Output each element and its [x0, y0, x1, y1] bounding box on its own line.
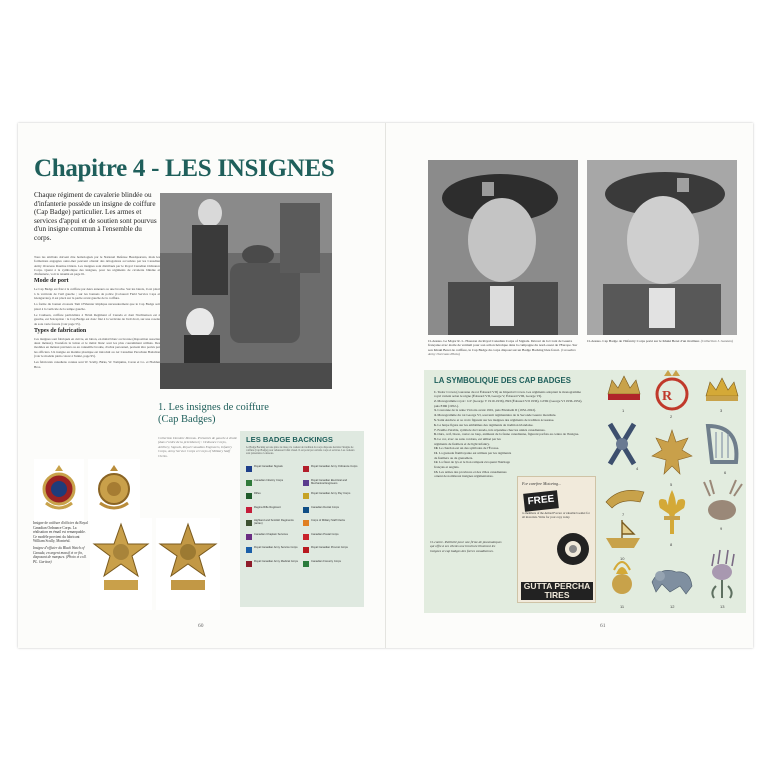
- inspection-photo: [160, 193, 332, 389]
- backing-label: Royal Canadian Army Medical Corps: [254, 559, 298, 563]
- backing-swatch: [303, 547, 309, 553]
- infantry-soldier-photo: [587, 160, 737, 335]
- symbolique-list: [434, 390, 584, 479]
- backing-item: [303, 465, 360, 479]
- backings-swatches: [246, 465, 360, 573]
- page-number-right: 61: [600, 623, 606, 629]
- backing-swatch: [246, 493, 252, 499]
- backing-swatch: [303, 561, 309, 567]
- backing-label: Royal Canadian Signals: [254, 465, 283, 468]
- badge-6-harp-icon: [708, 426, 736, 462]
- left-page: [18, 123, 385, 648]
- ad-free-text: FREE: [523, 490, 559, 511]
- symbol-item: 11. La grenade flamboyante est utilisée par les régiments de fusiliers ou de grenadiers.: [434, 451, 512, 460]
- body-paragraph: Les fabricants canadiens connus sont W. Scully, Birks, W. Tompkins, Caron et Co. et Hodden Bros.: [34, 360, 160, 369]
- star-badge-icon: [90, 518, 152, 610]
- backing-item: [246, 465, 303, 479]
- page-number-left: 60: [198, 623, 204, 629]
- backing-item: [246, 533, 303, 547]
- body-paragraph: La forme du bonnet écossais Tam O'Shanter implique nécessairement que le Cap Badge soit placé à la verticale de la tempe gauche.: [34, 302, 160, 311]
- badge-9-stag-icon: [704, 480, 742, 520]
- backing-swatch: [303, 534, 309, 540]
- backing-item: [246, 492, 303, 506]
- backing-item: [303, 492, 360, 506]
- badge-backings-panel: [240, 431, 364, 607]
- gutta-percha-ad: [517, 476, 596, 603]
- backing-item: [303, 560, 360, 574]
- backing-item: [303, 506, 360, 520]
- badge-5-maple-leaf-icon: [652, 430, 692, 474]
- body-paragraph: Le Caubeen, coiffure particulière à l'Irish Regiment of Canada et dont l'inclinaison est à gauche, est l'exception : le Cap Badge est donc fixé à la verticale de l'œil droit, sur une rosette de soie verte foncée (voir page 55).: [34, 312, 160, 326]
- symbol-item: 10. Le chardon est un des symboles de l'Écosse.: [434, 446, 500, 451]
- backing-label: Canadian Forestry Corps: [311, 559, 342, 563]
- backing-item: [303, 479, 360, 493]
- backing-swatch: [246, 547, 252, 553]
- symbol-item: 1. Tudor Crown (couronne du roi Édouard VII) ou Imperial Crown. Les régiments adoptant le monogramme royal varient selon le règne (Édouard VII, George V, Édouard VIII, George VI).: [434, 390, 581, 399]
- backing-label: Canadian Postal Corps: [311, 532, 339, 536]
- backing-swatch: [303, 507, 309, 513]
- symbol-item: 7. Feuille d'érable, symbole du Canada, très répandue chez les unités canadiennes.: [434, 427, 546, 432]
- book-spread: [18, 123, 753, 648]
- symbol-item: 8. Ours, cerf, bison, castor ou loup, animaux de la faune canadienne, figurent parfois au centre de l'insigne.: [434, 432, 580, 437]
- backing-label: Rifles: [254, 492, 261, 495]
- badge-number: 4: [636, 466, 639, 471]
- signals-caption-credit: (Canadian Army Overseas Photo): [428, 347, 576, 357]
- badge-number: 7: [622, 512, 625, 517]
- backings-title: LES BADGE BACKINGS: [246, 435, 333, 444]
- backing-label: Regina Rifle Regiment: [254, 505, 281, 509]
- ordnance-badge-icon: [34, 459, 84, 521]
- symbol-item: 9. Le cor, avec ou sans cordons, est utilisé par les régiments de fusiliers et de light infantry.: [434, 437, 501, 446]
- symbolique-title: LA SYMBOLIQUE DES CAP BADGES: [434, 376, 571, 385]
- badge-number: 1: [622, 408, 625, 413]
- section-title: 1. Les insignes de coiffure (Cap Badges): [158, 402, 269, 425]
- backing-swatch: [246, 466, 252, 472]
- badge-caption: [33, 521, 89, 564]
- subhead: Types de fabrication: [34, 327, 87, 334]
- backing-swatch: [246, 507, 252, 513]
- backings-intro: Le Badge Backing est une pièce de tissu à la couleur de tradition du corps disposée derrière l'insigne de coiffure (Cap Badge) pour rehausser l'effet visuel. Il est porté par certains corps et services. Les couleurs sont présentées ci-dessous.: [246, 446, 355, 456]
- symbol-item: 12. La fleur de lys et le lion rampant évoquent l'héritage français et anglais.: [434, 460, 511, 469]
- collection-caption: Collection Dominic Moreau. Présentés de gauche à droite (dans l'ordre de la précédence) : Ordnance Corps, Artillery, Signals, Royal Canadian Engineers, Infantry Corps, Army Service Corps et Corps of Military Staff Clerks.: [158, 436, 238, 458]
- badge-number: 3: [720, 408, 723, 413]
- backing-label: Canadian Dental Corps: [311, 505, 339, 509]
- backing-swatch: [246, 534, 252, 540]
- badge-number: 9: [720, 526, 723, 531]
- backing-swatch: [246, 480, 252, 486]
- badge-7-horn-icon: [606, 490, 644, 508]
- body-paragraph: Tous les attributs doivent être homologués par le National Defense Headquarters, mais les formations engagées outre-mer peuvent obtenir des dérogations accordées par les Canadian Army Overseas Routine Orders. Les insignes sont distribués par le Royal Canadian Ordnance Corps. Quant à la symbolique des insignes, pour les régiments de cavalerie blindée et d'infanterie, voir le résumé en page 61.: [34, 255, 160, 277]
- badge-number: 12: [670, 604, 675, 609]
- infantry-caption-text: Ci-dessus. Cap Badge de l'Infantry Corps porté sur le Khaki Beret d'un tirailleur.: [587, 339, 700, 343]
- chapter-intro: Chaque régiment de cavalerie blindée ou d'infanterie possède un insigne de coiffure (Cap Badge) particulier. Les armes et services d'appui et de soutien sont pourvus d'un insigne commun à l'ensemble du corps.: [34, 191, 157, 242]
- body-paragraph: Le Cap Badge est fixé à la coiffure par deux anneaux ou une broche. Sur les bérets, il est placé à la verticale de l'œil gauche ; sur les bonnets de police (Coloured Field Service Caps et Glengarries), il est placé sur la partie avant gauche de la coiffure.: [34, 287, 160, 301]
- ordnance-badge-card: [34, 459, 84, 521]
- backing-item: [246, 479, 303, 493]
- infantry-caption-credit: (Collection J. Gannon): [700, 339, 734, 343]
- black-watch-badge-card-1: [90, 518, 152, 610]
- infantry-photo-caption: [587, 339, 737, 343]
- subhead: Mode de port: [34, 278, 69, 285]
- chapter-title: Chapitre 4 - LES INSIGNES: [34, 155, 335, 182]
- backing-item: [303, 533, 360, 547]
- badge-caption-italic: Insigne d'officier du Black Watch of Canada, en argent massif et or fin, disposant de marques. (Photo et coll. PL. Gariton): [33, 545, 87, 564]
- badge-number: 6: [724, 470, 727, 475]
- badge-1-crown-icon: [608, 376, 640, 400]
- badge-2-monogram-icon: [657, 370, 687, 409]
- backing-item: [303, 546, 360, 560]
- signals-officer-photo: [428, 160, 578, 335]
- backing-swatch: [246, 520, 252, 526]
- body-text: [34, 255, 160, 371]
- backing-swatch: [303, 520, 309, 526]
- backing-label: Canadian Infantry Corps: [254, 478, 284, 482]
- ad-caption-text: Ci-contre. Publicité pour une firme de pneumatiques qui offre à ses clients une brochure illustrant les insignes et cap badges des forces canadiennes.: [430, 540, 502, 553]
- signals-caption-text: Ci-dessus. Le Major R. L. Houston du Royal Canadian Corps of Signals. Décoré de la Croix de Guerre française avec étoile de vermeil pour son action héroïque dans la campagne du nord-ouest de l'Europe. Sur son Khaki Beret de coiffure, le Cap Badge du corps disposé sur un Badge Backing bleu foncé.: [428, 339, 578, 352]
- backing-label: Canadian Chaplain Services: [254, 532, 288, 536]
- symbol-item: 4. Monogramme du roi George VI, souvenir régimentaire de la Seconde Guerre mondiale.: [434, 413, 557, 418]
- star-badge-icon: [156, 518, 220, 610]
- backing-label: Royal Canadian Army Service Corps: [254, 546, 298, 549]
- black-watch-badge-card-2: [156, 518, 220, 610]
- backing-swatch: [303, 480, 309, 486]
- badge-4-st-andrew-icon: [610, 424, 634, 464]
- ad-caption-visible: [430, 540, 502, 553]
- cap-badges-grid: [600, 370, 746, 613]
- backing-swatch: [303, 493, 309, 499]
- symbol-item: 2. Monogramme royal : GV (George V 1910-1936), ERI (Édouard VII 1936), GVIR (George VI 1936-1952), puis EIIR (1952-).: [434, 399, 583, 408]
- ad-bottom-text: GUTTA PERCHA TIRES: [521, 582, 593, 600]
- ad-sub-text: to members of the Armed Forces: A valuable booklet for all motorists. Write for your copy today.: [522, 511, 590, 519]
- badge-8-fleur-de-lys-icon: [659, 490, 685, 534]
- signals-photo-caption: [428, 339, 578, 357]
- badge-13-thistle-icon: [712, 550, 734, 598]
- badge-number: 10: [620, 556, 625, 561]
- badge-12-lion-icon: [652, 570, 692, 594]
- backing-item: [246, 546, 303, 560]
- badge-number: 11: [620, 604, 625, 609]
- badge-number: 8: [670, 542, 673, 547]
- body-paragraph: Ces insignes sont fabriqués en cuivre, en laiton, en métal blanc ou bronze (disposition associée deux métaux). Toutefois le laiton et le métal blanc sont les plus couramment utilisés. Des modèles en métaux précieux ou en cannetille brodée, d'achat personnel, peuvent être portés par les officiers. Un insigne en matière plastique est introduit au 1er Canadian Parachute Battalion (voir le modèle plein coloré à l'unité, page 95).: [34, 336, 160, 359]
- svg-text:R: R: [662, 389, 673, 404]
- badge-10-ship-icon: [606, 520, 640, 548]
- backing-label: Royal Canadian Army Pay Corps: [311, 492, 351, 495]
- badge-3-crown-icon: [706, 378, 738, 401]
- backing-item: [303, 519, 360, 533]
- badge-number: 2: [670, 414, 673, 419]
- symbol-item: 6. La harpe figure sur les emblèmes des régiments de tradition irlandaise.: [434, 422, 534, 427]
- backing-swatch: [246, 561, 252, 567]
- backing-item: [246, 519, 303, 533]
- symbolique-panel: [424, 370, 746, 613]
- backing-label: Royal Canadian Army Ordnance Corps: [311, 465, 358, 468]
- badge-caption-main: Insigne de coiffure d'officier du Royal Canadian Ordnance Corps. La réalisation en émail est remarquable. Ce modèle provient du fabricant William Scully, Montréal.: [33, 521, 88, 544]
- badge-number: 13: [720, 604, 725, 609]
- corps-badge-card: [88, 459, 140, 521]
- corps-badge-icon: [88, 459, 140, 521]
- symbol-item: 3. Couronne de la reine Victoria avant 1901, puis Elizabeth II (1952-2022).: [434, 408, 537, 413]
- badge-number: 5: [670, 482, 673, 487]
- backing-item: [246, 560, 303, 574]
- backing-label: Corps of Military Staff Clerks: [311, 519, 346, 522]
- tire-icon: [555, 531, 591, 567]
- backing-label: Highland and Scottish Regiments (tartan): [254, 519, 294, 526]
- backing-label: Royal Canadian Provost Corps: [311, 546, 348, 549]
- symbol-item: 13. Les armes des provinces et des villes canadiennes ornent de nombreux insignes régimentaires.: [434, 469, 507, 478]
- backing-item: [246, 506, 303, 520]
- backing-swatch: [303, 466, 309, 472]
- backing-label: Royal Canadian Electrical and Mechanical Engineers: [311, 478, 348, 485]
- badge-11-grenade-icon: [612, 562, 632, 594]
- symbol-item: 5. Saint Andrew et sa croix figurent sur les insignes des régiments de tradition écossaise.: [434, 418, 555, 422]
- ad-top-text: For carefree Motoring...: [522, 481, 562, 486]
